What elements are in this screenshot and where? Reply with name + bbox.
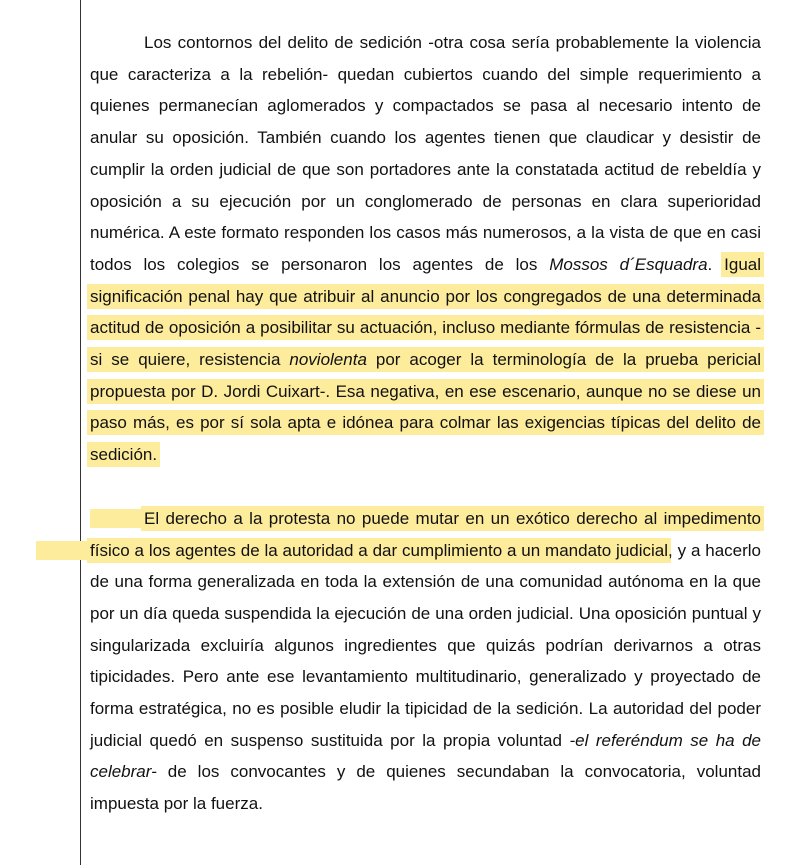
italic-text: -el referéndum se ha de celebrar-: [90, 730, 761, 782]
text-segment: Los contornos del delito de sedición -otra cosa sería probablemente la violencia que caracteriza a la rebelión- quedan cubiertos cuando del simple requerimiento a quienes permanecían aglomerados y compactados se pasa al necesario intento de anular su oposición. También cuando los agentes tienen que claudicar y desistir de cumplir la orden judicial de que son portadores ante la constatada actitud de rebeldía y oposición a su ejecución por un conglomerado de personas en clara superioridad numérica. A este formato responden los casos más numerosos, a la vista de que en casi todos los colegios se personaron los agentes de los: [90, 33, 761, 274]
italic-text: noviolenta: [289, 350, 367, 370]
text-segment: Igual significación penal hay que atribuir al anuncio por los congregados de una determinada actitud de oposición a posibilitar su actuación, incluso mediante fórmulas de resistencia -si se quiere, resistencia: [90, 254, 762, 370]
document-body: [90, 27, 761, 820]
paragraph-2: [90, 503, 761, 820]
paragraph-1: [90, 27, 761, 471]
highlighted-text: El derecho a la protesta no puede mutar en un exótico derecho al impedimento físico a los agentes de la autoridad a dar cumplimiento a un mandato judicial: [90, 508, 761, 560]
text-segment: de los convocantes y de quienes secundaban la convocatoria, voluntad impuesta por la fuerza.: [90, 762, 761, 814]
highlighted-text: [90, 255, 761, 464]
italic-text: Mossos d´Esquadra: [549, 254, 708, 274]
text-segment: por acoger la terminología de la prueba pericial propuesta por D. Jordi Cuixart-. Esa negativa, en ese escenario, aunque no se diese un paso más, es por sí sola apta e idónea para colmar las exigencias típicas del delito de sedición.: [90, 350, 761, 465]
margin-rule: [80, 0, 81, 865]
text-segment: .: [707, 254, 725, 274]
text-segment: , y a hacerlo de una forma generalizada en toda la extensión de una comunidad autónoma en la que por un día queda suspendida la ejecución de una orden judicial. Una oposición puntual y singularizada excluiría algunos ingredientes que quizás podrían derivarnos a otras tipicidades. Pero ante ese levantamiento multitudinario, generalizado y proyectado de forma estratégica, no es posible eludir la tipicidad de la sedición. La autoridad del poder judicial quedó en suspenso sustituida por la propia voluntad: [90, 540, 761, 750]
